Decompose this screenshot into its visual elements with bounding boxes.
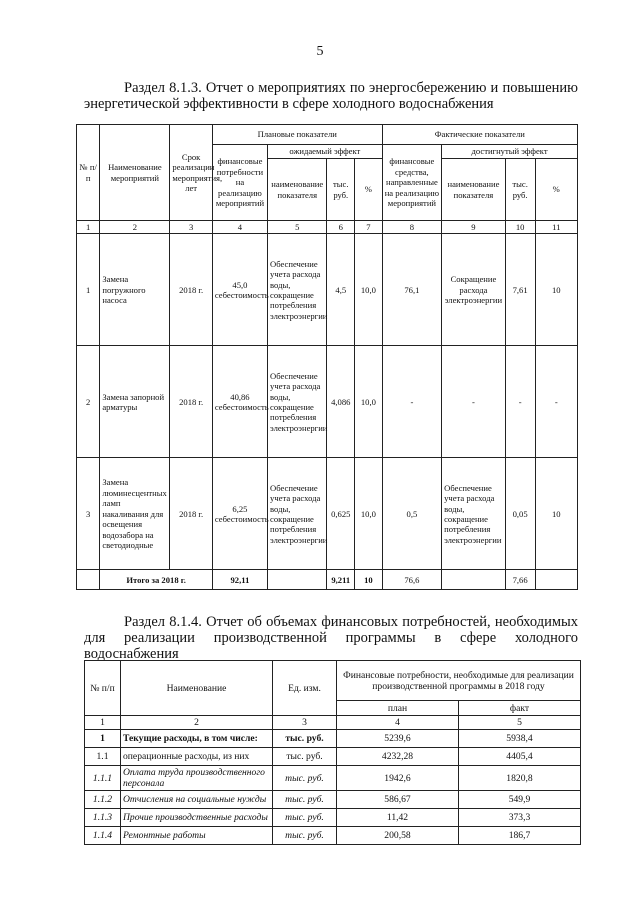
column-number-row (77, 221, 578, 234)
row-fact: 1820,8 (459, 766, 581, 791)
row-no: 1.1.4 (85, 827, 121, 845)
row-no: 2 (77, 346, 100, 458)
hdr-fact: Фактические показатели (382, 125, 577, 145)
row-fin: 6,25 себестоимость (212, 458, 267, 570)
row-name: Ремонтные работы (121, 827, 273, 845)
column-number-row (85, 716, 581, 730)
row-term: 2018 г. (170, 458, 212, 570)
table-row (85, 809, 581, 827)
section-heading-8-1-3 (84, 80, 578, 112)
total-label: Итого за 2018 г. (100, 570, 213, 590)
hdr-no: № п/п (85, 661, 121, 716)
total-fact-fin: 76,6 (382, 570, 441, 590)
hdr-term: Срок реализации мероприятия, лет (170, 125, 212, 221)
row-indicator: Обеспечение учета расхода воды, сокращение потребления электроэнергии (268, 346, 327, 458)
total-fact-thr: 7,66 (505, 570, 535, 590)
row-no: 1 (85, 730, 121, 748)
hdr-unit: Ед. изм. (273, 661, 337, 716)
col-num: 4 (212, 221, 267, 234)
row-no: 1 (77, 234, 100, 346)
table-row (85, 791, 581, 809)
hdr-fact-pct: % (535, 159, 578, 221)
row-plan: 5239,6 (337, 730, 459, 748)
row-pct: 10,0 (355, 458, 383, 570)
hdr-plan-indicator: наименование показателя (268, 159, 327, 221)
table-row (85, 748, 581, 766)
section-heading-8-1-4 (84, 614, 578, 662)
row-fin: 45,0 себестоимость (212, 234, 267, 346)
row-fact-thr: - (505, 346, 535, 458)
row-fact-pct: 10 (535, 234, 578, 346)
row-unit: тыс. руб. (273, 791, 337, 809)
row-no: 1.1.1 (85, 766, 121, 791)
table-row (85, 766, 581, 791)
table-row (77, 346, 578, 458)
row-fact-indicator: Обеспечение учета расхода воды, сокращение потребления электроэнергии (442, 458, 506, 570)
table-row (85, 730, 581, 748)
total-thr: 9,211 (327, 570, 355, 590)
hdr-fact-indicator: наименование показателя (442, 159, 506, 221)
col-num: 10 (505, 221, 535, 234)
col-num: 8 (382, 221, 441, 234)
row-fact-indicator: Сокращение расхода электроэнергии (442, 234, 506, 346)
col-num: 1 (85, 716, 121, 730)
row-name: Замена погружного насоса (100, 234, 170, 346)
col-num: 4 (337, 716, 459, 730)
row-thr: 0,625 (327, 458, 355, 570)
row-name: Отчисления на социальные нужды (121, 791, 273, 809)
row-indicator: Обеспечение учета расхода воды, сокращение потребления электроэнергии (268, 458, 327, 570)
row-fact-fin: 0,5 (382, 458, 441, 570)
row-indicator: Обеспечение учета расхода воды, сокращение потребления электроэнергии (268, 234, 327, 346)
col-num: 2 (121, 716, 273, 730)
total-row (77, 570, 578, 590)
row-fact-indicator: - (442, 346, 506, 458)
hdr-achieved-effect: достигнутый эффект (442, 145, 578, 159)
row-fact-thr: 0,05 (505, 458, 535, 570)
row-term: 2018 г. (170, 346, 212, 458)
row-no: 1.1.3 (85, 809, 121, 827)
row-fin: 40,86 себестоимость (212, 346, 267, 458)
hdr-fact: факт (459, 701, 581, 716)
row-name: Замена люминесцентных ламп накаливания для освещения водозабора на светодиодные (100, 458, 170, 570)
row-fact-thr: 7,61 (505, 234, 535, 346)
row-thr: 4,086 (327, 346, 355, 458)
hdr-fact-fin: финансовые средства, направленные на реализацию мероприятий (382, 145, 441, 221)
hdr-fact-thr: тыс. руб. (505, 159, 535, 221)
total-pct: 10 (355, 570, 383, 590)
hdr-expected-effect: ожидаемый эффект (268, 145, 383, 159)
col-num: 6 (327, 221, 355, 234)
row-plan: 200,58 (337, 827, 459, 845)
row-thr: 4,5 (327, 234, 355, 346)
heading-first-line: Раздел 8.1.3. Отчет о мероприятиях по энергосбережению и (124, 80, 499, 96)
row-pct: 10,0 (355, 346, 383, 458)
row-name: Замена запорной арматуры (100, 346, 170, 458)
hdr-plan-pct: % (355, 159, 383, 221)
row-fact: 5938,4 (459, 730, 581, 748)
row-fact: 186,7 (459, 827, 581, 845)
financial-needs-table (84, 660, 581, 845)
row-fact: 4405,4 (459, 748, 581, 766)
row-fact-pct: 10 (535, 458, 578, 570)
row-unit: тыс. руб. (273, 748, 337, 766)
col-num: 3 (170, 221, 212, 234)
row-no: 1.1 (85, 748, 121, 766)
row-name: Текущие расходы, в том числе: (121, 730, 273, 748)
row-name: операционные расходы, из них (121, 748, 273, 766)
row-plan: 1942,6 (337, 766, 459, 791)
row-name: Оплата труда производственного персонала (121, 766, 273, 791)
row-fact-fin: - (382, 346, 441, 458)
row-plan: 586,67 (337, 791, 459, 809)
row-no: 1.1.2 (85, 791, 121, 809)
col-num: 3 (273, 716, 337, 730)
row-unit: тыс. руб. (273, 730, 337, 748)
row-fact-pct: - (535, 346, 578, 458)
row-plan: 11,42 (337, 809, 459, 827)
hdr-name: Наименование (121, 661, 273, 716)
energy-saving-table (76, 124, 578, 590)
heading-rest: повышению энергетической эффективности в сфере холодного водоснабжения (84, 80, 578, 112)
col-num: 5 (268, 221, 327, 234)
col-num: 7 (355, 221, 383, 234)
row-unit: тыс. руб. (273, 809, 337, 827)
row-no: 3 (77, 458, 100, 570)
col-num: 11 (535, 221, 578, 234)
col-num: 2 (100, 221, 170, 234)
row-term: 2018 г. (170, 234, 212, 346)
hdr-plan-thr: тыс. руб. (327, 159, 355, 221)
hdr-plan: Плановые показатели (212, 125, 382, 145)
col-num: 5 (459, 716, 581, 730)
row-pct: 10,0 (355, 234, 383, 346)
hdr-no: № п/п (77, 125, 100, 221)
page-number: 5 (316, 44, 324, 59)
heading-first-line: Раздел 8.1.4. Отчет об объемах финансовых потребностей, (124, 614, 491, 630)
heading-rest: необходимых для реализации производственной программы в сфере холодного водоснабжения (84, 614, 578, 662)
row-plan: 4232,28 (337, 748, 459, 766)
hdr-name: Наименование мероприятий (100, 125, 170, 221)
table-row (77, 458, 578, 570)
row-name: Прочие производственные расходы (121, 809, 273, 827)
col-num: 1 (77, 221, 100, 234)
hdr-fin: Финансовые потребности, необходимые для реализации производственной программы в 2018 году (337, 661, 581, 701)
hdr-plan-fin: финансовые потребности на реализацию мероприятий (212, 145, 267, 221)
hdr-plan: план (337, 701, 459, 716)
row-unit: тыс. руб. (273, 766, 337, 791)
total-fin: 92,11 (212, 570, 267, 590)
row-fact: 549,9 (459, 791, 581, 809)
table-row (77, 234, 578, 346)
row-unit: тыс. руб. (273, 827, 337, 845)
col-num: 9 (442, 221, 506, 234)
row-fact-fin: 76,1 (382, 234, 441, 346)
table-row (85, 827, 581, 845)
row-fact: 373,3 (459, 809, 581, 827)
